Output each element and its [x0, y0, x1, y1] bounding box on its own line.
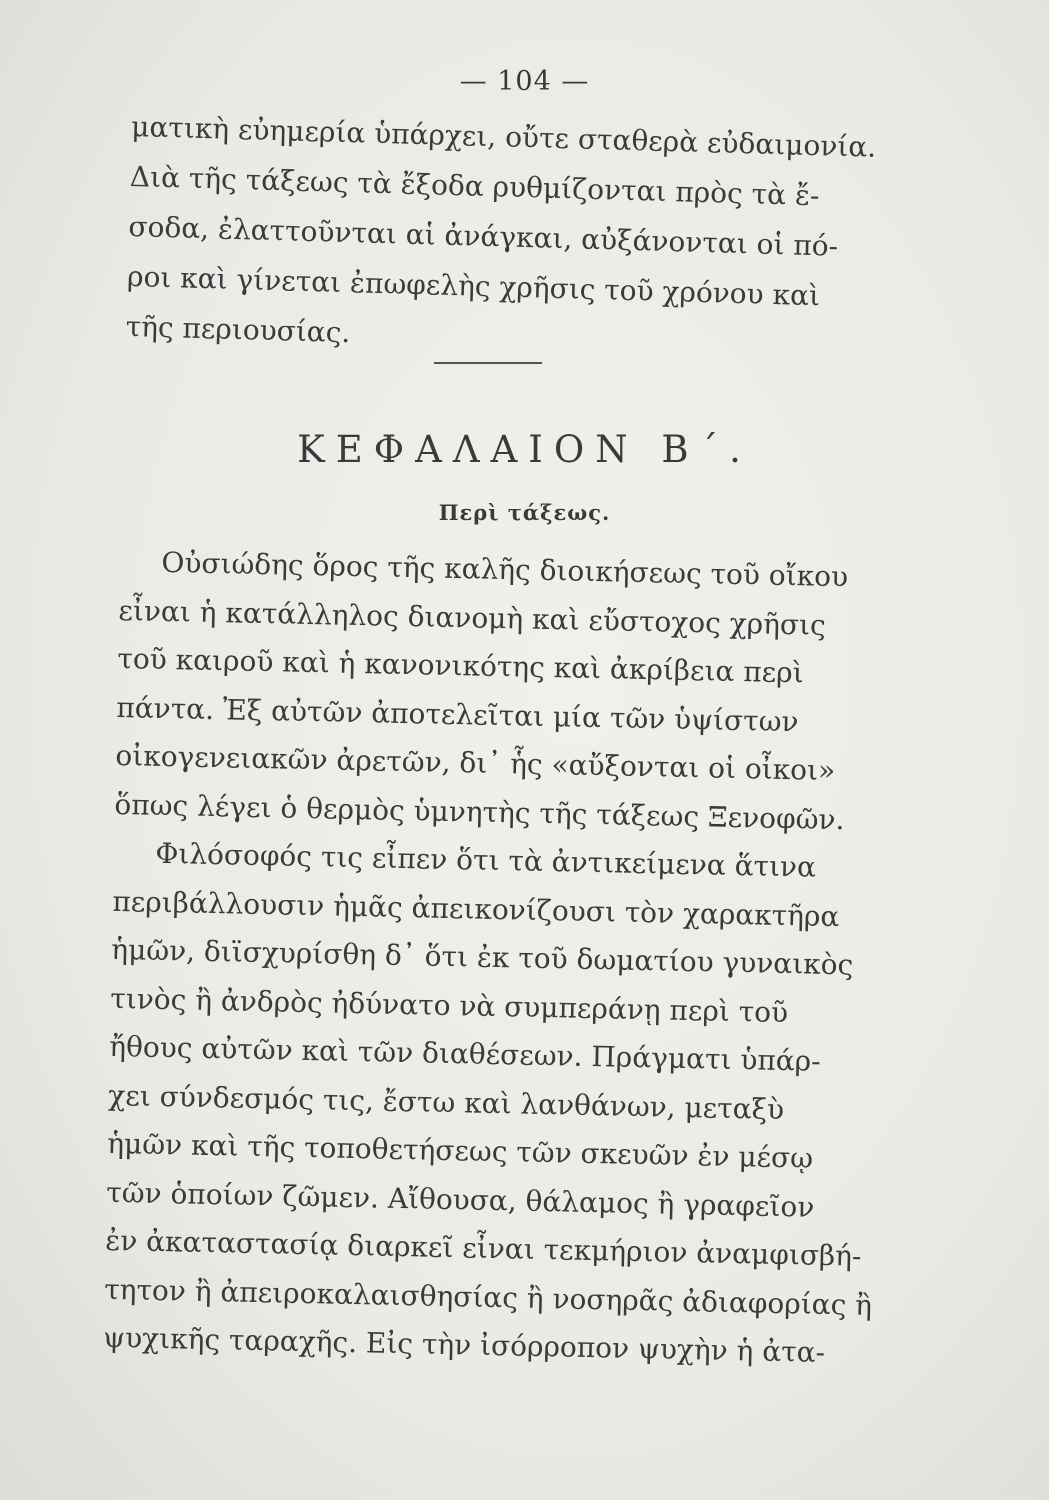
- text-line: τοῦ καιροῦ καὶ ἡ κανονικότης καὶ ἀκρίβεια περὶ: [117, 641, 804, 690]
- text-line: ψυχικῆς ταραχῆς. Εἰς τὴν ἰσόρροπον ψυχὴν ἡ ἀτα-: [102, 1320, 826, 1369]
- text-line: Φιλόσοφός τις εἶπεν ὅτι τὰ ἀντικείμενα ἅτινα: [155, 836, 817, 884]
- text-line: τινὸς ἢ ἀνδρὸς ἠδύνατο νὰ συμπεράνῃ περὶ τοῦ: [110, 981, 789, 1029]
- text-line: Διὰ τῆς τάξεως τὰ ἔξοδα ρυθμίζονται πρὸς τὰ ἔ-: [129, 159, 820, 213]
- text-line: ὅπως λέγει ὁ θερμὸς ὑμνητὴς τῆς τάξεως Ξενοφῶν.: [114, 787, 845, 836]
- top-paragraph: [125, 102, 877, 372]
- text-line: περιβάλλουσιν ἡμᾶς ἀπεικονίζουσι τὸν χαρακτῆρα: [112, 884, 840, 933]
- text-line: τητον ἢ ἀπειροκαλαισθησίας ἢ νοσηρᾶς ἀδιαφορίας ἢ: [103, 1272, 873, 1322]
- section-subtitle: Περὶ τάξεως.: [438, 500, 611, 525]
- text-line: ἡμῶν καὶ τῆς τοποθετήσεως τῶν σκευῶν ἐν μέσῳ: [106, 1126, 814, 1175]
- chapter-title: ΚΕΦΑΛΑΙΟΝ Β΄.: [297, 428, 752, 471]
- text-line: ἤθους αὐτῶν καὶ τῶν διαθέσεων. Πράγματι ὑπάρ-: [109, 1029, 821, 1078]
- text-line: πάντα. Ἐξ αὐτῶν ἀποτελεῖται μία τῶν ὑψίστων: [116, 690, 799, 738]
- text-line: ἡμῶν, διϊσχυρίσθη δ᾽ ὅτι ἐκ τοῦ δωματίου γυναικὸς: [111, 932, 854, 982]
- page-number: — 104 —: [459, 66, 590, 97]
- text-line: οἰκογενειακῶν ἀρετῶν, δι᾽ ἧς «αὔξονται οἱ οἶκοι»: [115, 738, 836, 788]
- text-line: τῆς περιουσίας.: [125, 309, 351, 350]
- text-line: Οὐσιώδης ὅρος τῆς καλῆς διοικήσεως τοῦ οἴκου: [161, 545, 849, 594]
- main-text: [102, 538, 873, 1378]
- text-line: σοδα, ἐλαττοῦνται αἱ ἀνάγκαι, αὐξάνονται οἱ πό-: [128, 209, 839, 263]
- text-line: χει σύνδεσμός τις, ἔστω καὶ λανθάνων, μεταξὺ: [107, 1078, 785, 1126]
- text-line: εἶναι ἡ κατάλληλος διανομὴ καὶ εὔστοχος χρῆσις: [118, 593, 827, 642]
- text-line: ἐν ἀκαταστασίᾳ διαρκεῖ εἶναι τεκμήριον ἀναμφισβή-: [104, 1223, 862, 1273]
- section-divider: [434, 362, 542, 364]
- text-line: ροι καὶ γίνεται ἐπωφελὴς χρῆσις τοῦ χρόνου καὶ: [126, 259, 821, 313]
- text-line: τῶν ὁποίων ζῶμεν. Αἴθουσα, θάλαμος ἢ γραφεῖον: [105, 1175, 815, 1224]
- text-line: ματικὴ εὐημερία ὑπάρχει, οὔτε σταθερὰ εὐδαιμονία.: [130, 109, 877, 164]
